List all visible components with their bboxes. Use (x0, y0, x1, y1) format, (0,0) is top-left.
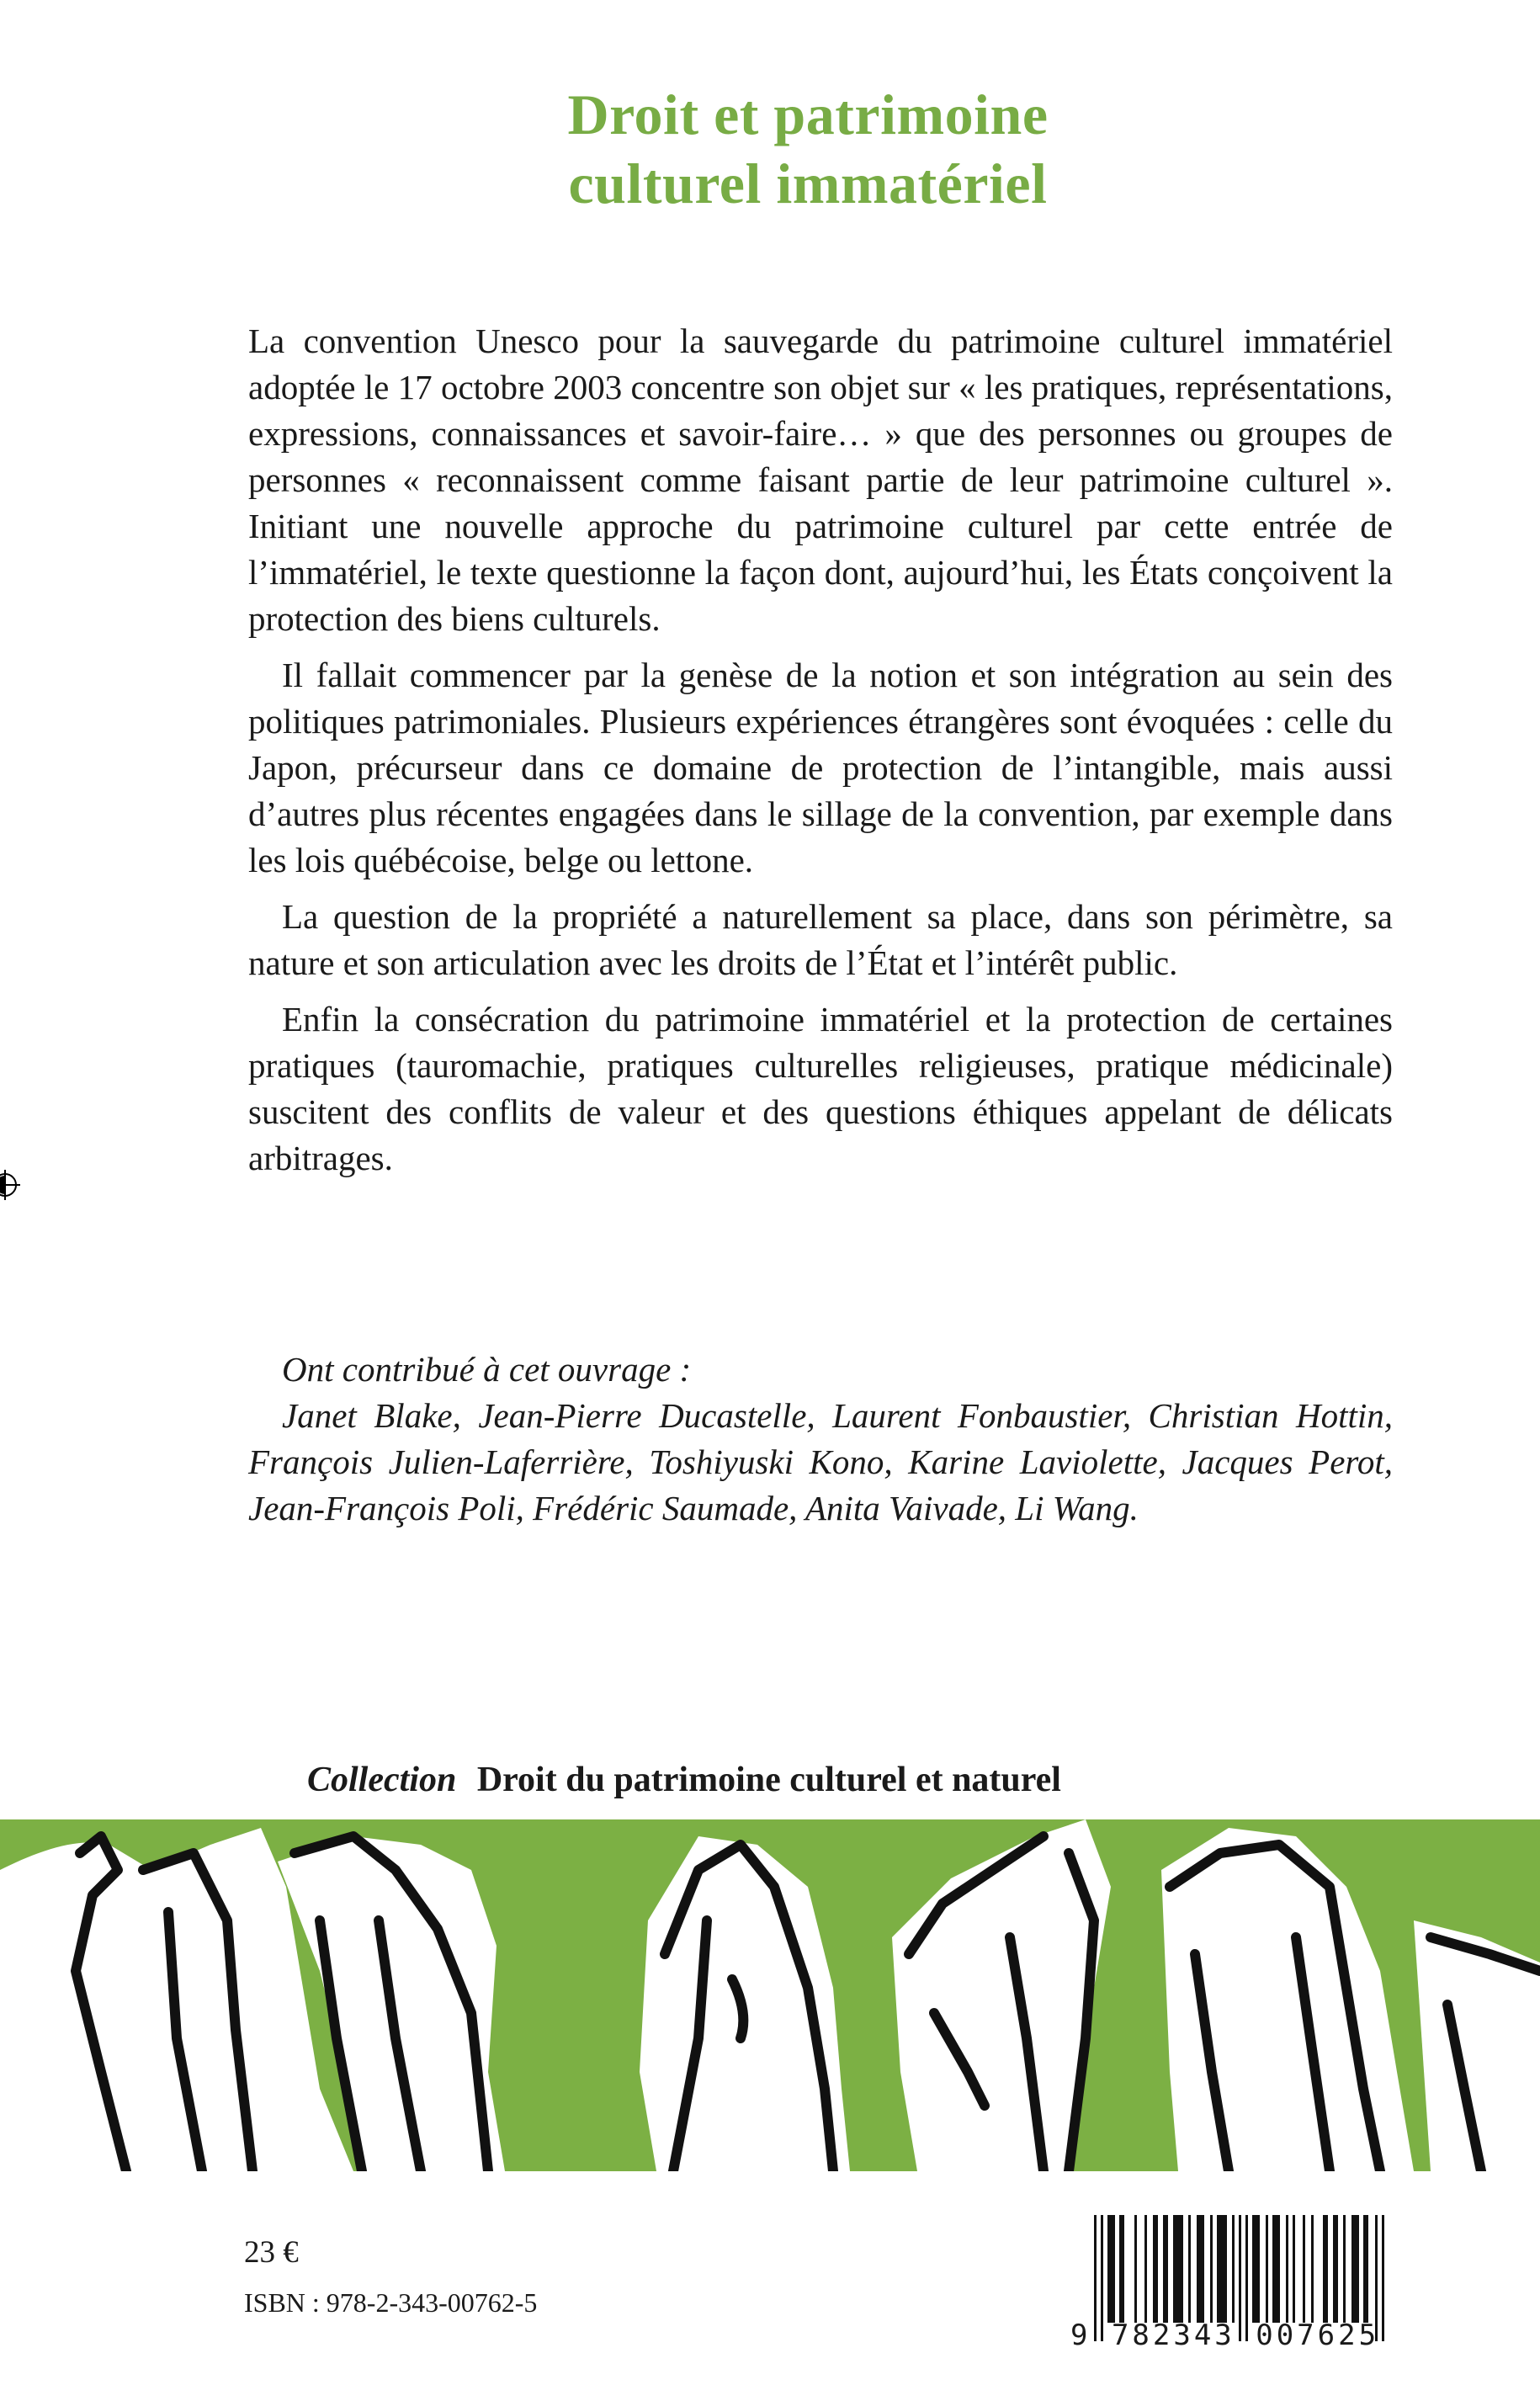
contributors-intro: Ont contribué à cet ouvrage : (282, 1350, 692, 1389)
book-title (471, 80, 1144, 218)
price: 23 € (244, 2235, 299, 2270)
isbn: ISBN : 978-2-343-00762-5 (244, 2287, 538, 2318)
barcode-digits: 9 782343 007625 (1070, 2319, 1380, 2352)
collection-label: Collection (307, 1761, 457, 1799)
contributors-section (248, 1347, 1393, 1532)
summary-paragraph: La question de la propriété a naturellement sa place, dans son périmètre, sa nature et son articulation avec les droits de l’État et l’intérêt public. (248, 897, 1393, 982)
contributors-list: Janet Blake, Jean-Pierre Ducastelle, Laurent Fonbaustier, Christian Hottin, François Julien-Laferrière, Toshiyuski Kono, Karine Laviolette, Jacques Perot, Jean-François Poli, Frédéric Saumade, Anita Vaivade, Li Wang. (248, 1396, 1393, 1527)
summary-text (248, 318, 1393, 1192)
green-figures-illustration (0, 1819, 1540, 2171)
title-line-1: Droit et patrimoine (567, 82, 1049, 146)
title-line-2: culturel immatériel (568, 151, 1048, 215)
collection-line (307, 1759, 1401, 1801)
summary-paragraph: Il fallait commencer par la genèse de la notion et son intégration au sein des politiques patrimoniales. Plusieurs expériences étrangères sont évoquées : celle du Japon, précurseur dans ce domaine de protection de l’intangible, mais aussi d’autres plus récentes engagées dans le sillage de la convention, par exemple dans les lois québécoise, belge ou lettone. (248, 656, 1393, 879)
summary-paragraph: Enfin la consécration du patrimoine immatériel et la protection de certaines pratiques (tauromachie, pratiques culturelles religieuses, pratique médicinale) suscitent des conflits de valeur et des questions éthiques appelant de délicats arbitrages. (248, 1000, 1393, 1177)
registration-mark-icon (0, 1168, 22, 1202)
collection-name: Droit du patrimoine culturel et naturel (476, 1761, 1061, 1799)
summary-paragraph: La convention Unesco pour la sauvegarde du patrimoine culturel immatériel adoptée le 17 octobre 2003 concentre son objet sur « les pratiques, représentations, expressions, connaissances et savoir-faire… » que des personnes ou groupes de personnes « reconnaissent comme faisant partie de leur patrimoine culturel ». Initiant une nouvelle approche du patrimoine culturel par cette entrée de l’immatériel, le texte questionne la façon dont, aujourd’hui, les États conçoivent la protection des biens culturels. (248, 321, 1393, 638)
